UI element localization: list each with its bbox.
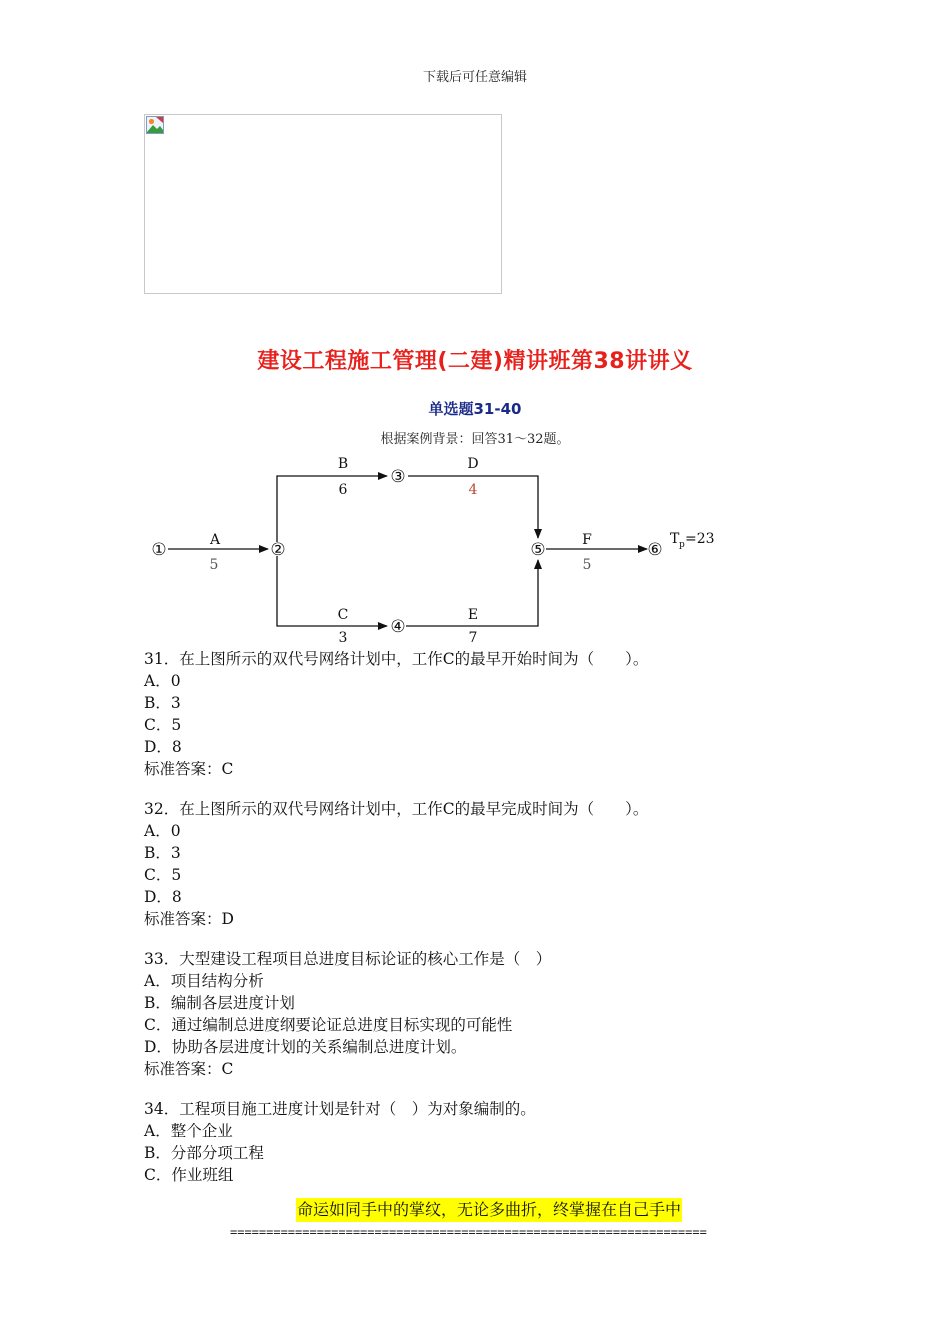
- question-33-answer: 标准答案：C: [144, 1060, 234, 1078]
- network-diagram: [140, 448, 740, 648]
- question-33-option-d: D．协助各层进度计划的关系编制总进度计划。: [144, 1038, 467, 1056]
- separator-line: ==================================================================: [230, 1225, 707, 1239]
- question-34-option-a: A．整个企业: [144, 1122, 233, 1140]
- tp-subscript: p: [679, 540, 685, 550]
- question-33-option-c: C．通过编制总进度纲要论证总进度目标实现的可能性: [144, 1016, 513, 1034]
- node-2: ②: [270, 540, 286, 560]
- node-1: ①: [151, 540, 167, 560]
- case-intro: 根据案例背景：回答31～32题。: [380, 432, 570, 447]
- activity-f-name: F: [582, 532, 592, 548]
- question-32-option-b: B．3: [144, 844, 181, 862]
- activity-f-duration: 5: [582, 557, 592, 573]
- question-34-option-b: B．分部分项工程: [144, 1144, 264, 1162]
- question-31-option-c: C．5: [144, 716, 182, 734]
- arrow-c: [277, 556, 387, 626]
- activity-c-name: C: [337, 607, 349, 623]
- question-31-stem: 31．在上图所示的双代号网络计划中，工作C的最早开始时间为（ ）。: [144, 650, 649, 668]
- question-31-option-b: B．3: [144, 694, 181, 712]
- activity-b-duration: 6: [338, 482, 348, 498]
- question-32-stem: 32．在上图所示的双代号网络计划中，工作C的最早完成时间为（ ）。: [144, 800, 649, 818]
- question-33-option-a: A．项目结构分析: [144, 972, 264, 990]
- question-31-answer: 标准答案：C: [144, 760, 234, 778]
- node-5: ⑤: [530, 540, 546, 560]
- tp-label: T: [670, 531, 680, 547]
- arrow-b: [277, 476, 387, 542]
- image-placeholder: [144, 114, 502, 294]
- question-31-option-d: D．8: [144, 738, 182, 756]
- question-32-option-d: D．8: [144, 888, 182, 906]
- question-31-option-a: A．0: [144, 672, 181, 690]
- activity-e-name: E: [467, 607, 479, 623]
- document-title: 建设工程施工管理(二建)精讲班第38讲讲义: [257, 349, 693, 374]
- node-6: ⑥: [647, 540, 663, 560]
- activity-e-duration: 7: [468, 630, 478, 646]
- activity-b-name: B: [337, 456, 349, 472]
- footer-motto: 命运如同手中的掌纹，无论多曲折，终掌握在自己手中: [296, 1198, 682, 1222]
- node-3: ③: [390, 467, 406, 487]
- question-33-option-b: B．编制各层进度计划: [144, 994, 295, 1012]
- question-32-answer: 标准答案：D: [144, 910, 234, 928]
- question-32-option-a: A．0: [144, 822, 181, 840]
- activity-d-duration: 4: [468, 482, 478, 498]
- activity-d-name: D: [467, 456, 479, 472]
- question-34-option-c: C．作业班组: [144, 1166, 234, 1184]
- question-33-stem: 33．大型建设工程项目总进度目标论证的核心工作是（ ）: [144, 950, 552, 968]
- tp-value: =23: [685, 531, 715, 547]
- node-4: ④: [390, 617, 406, 637]
- activity-a-duration: 5: [209, 557, 219, 573]
- question-32-option-c: C．5: [144, 866, 182, 884]
- activity-a-name: A: [209, 532, 221, 548]
- header-note: 下载后可任意编辑: [422, 70, 527, 85]
- question-list: [144, 648, 844, 1186]
- section-title: 单选题31-40: [428, 400, 522, 418]
- broken-image-icon: [146, 116, 164, 134]
- footer-separator: [144, 1222, 814, 1242]
- activity-c-duration: 3: [338, 630, 348, 646]
- question-34-stem: 34．工程项目施工进度计划是针对（ ）为对象编制的。: [144, 1100, 536, 1118]
